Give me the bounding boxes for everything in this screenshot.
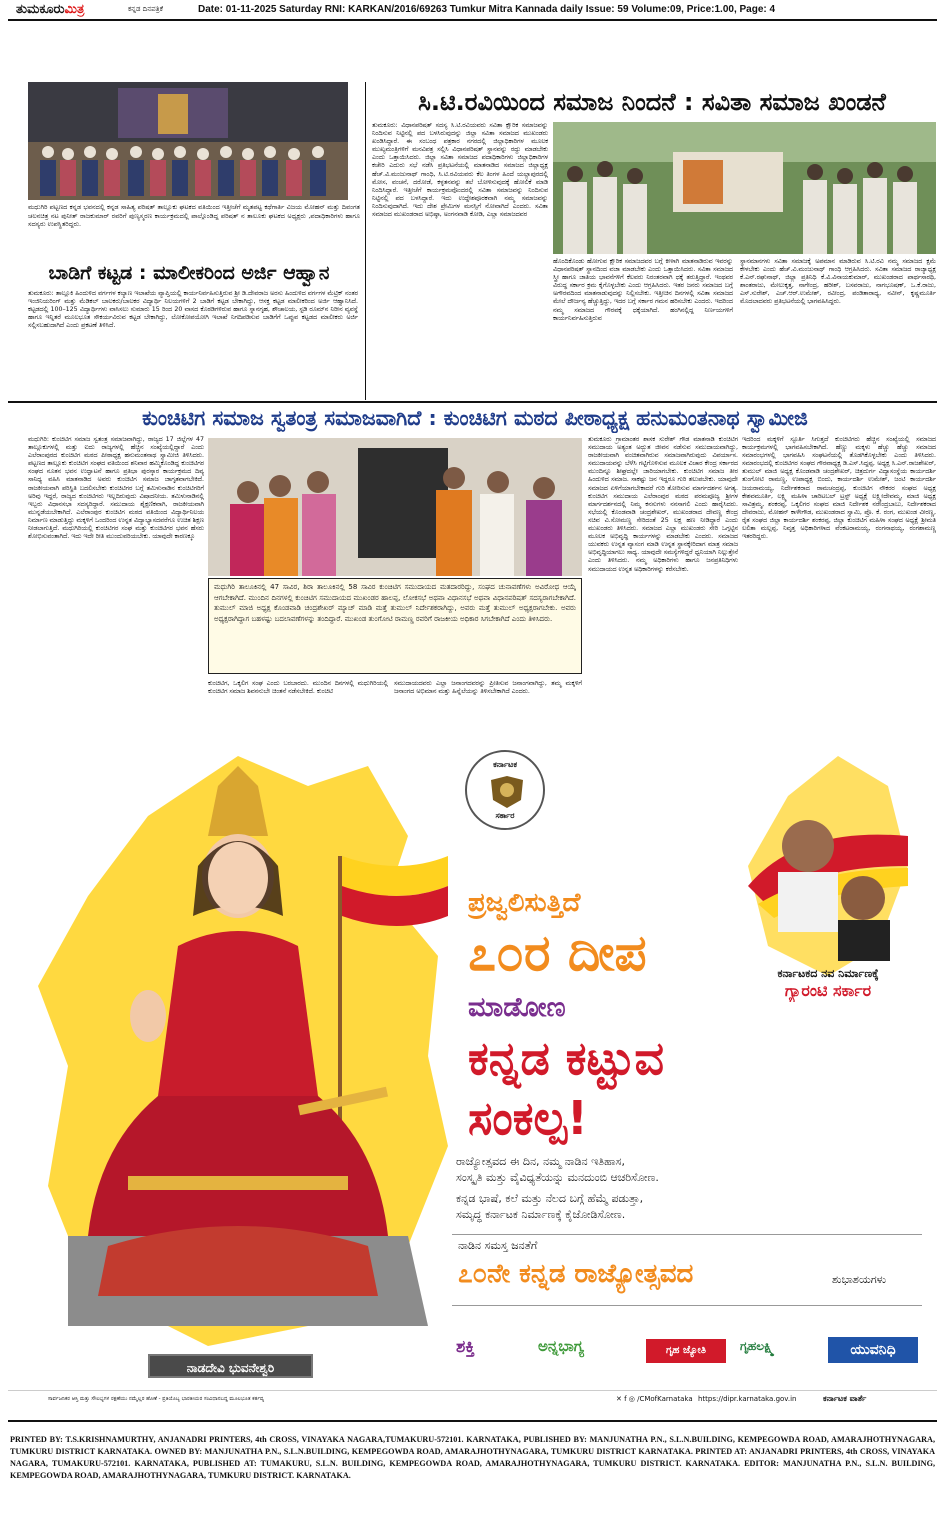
footer-rule bbox=[8, 1420, 937, 1422]
story3-col1: ತುಮಕೂರು: ವಿಧಾನಪರಿಷತ್ ಸದಸ್ಯ ಸಿ.ಟಿ.ರವಿಯವರು ಸವಿತಾ ಕ್ಷೌರಿಕ ಸಮಾಜವನ್ನು ನಿಂದಿಸುವ ನಿಟ್ಟಿನಲ್ಲಿ ಪದ ಬಳಸಿರುವುದನ್ನು ಜಿಲ್ಲಾ ಸವಿತಾ ಸಮಾಜದ ಮುಖಂಡರು ಖಂಡಿಸಿದ್ದಾರೆ. ಈ ಸಂಬಂಧ ಪತ್ರಕಾರ ನಗರದಲ್ಲಿ ಜಿಲ್ಲಾಧಿಕಾರಿಗಳ ಮೂಲಕ ಮುಖ್ಯಮಂತ್ರಿಗಳಿಗೆ ಮನವಿಪತ್ರ ಸಲ್ಲಿಸಿ ವಿಧಾನಪರಿಷತ್ ಸ್ಥಾನವನ್ನು ರದ್ದು ಮಾಡಬೇಕು ಎಂದು ಒತ್ತಾಯಿಸಿದರು. ಜಿಲ್ಲಾ ಸವಿತಾ ಸಮಾಜದ ಪದಾಧಿಕಾರಿಗಳು ಜಿಲ್ಲಾಧಿಕಾರಿಗಳ ಕಚೇರಿ ಎದುರು ಸಭೆ ನಡೆಸಿ ಪ್ರತಿಭಟನೆಯಲ್ಲಿ ಮಾತನಾಡಿದ ಸಮಾಜದ ಜಿಲ್ಲಾಧ್ಯಕ್ಷ ಹೆಚ್.ವಿ.ಮಂಜುನಾಥ್ ಗಾಂಧಿ, ಸಿ.ಟಿ.ರವಿಯವರು ಕೆಲ ತಿಂಗಳ ಹಿಂದೆ ಯಲ್ಲಾಪುರದಲ್ಲಿ ಮೋಸ, ವಂಚನೆ, ದರೋಡೆ, ಕಳ್ಳತನವನ್ನು ತಲೆ ಬೋಳಿಸುವುದಕ್ಕೆ ಹೋಲಿಕೆ ಮಾಡಿ ನಿಂದಿಸಿದ್ದಾರೆ. ಇತ್ತೀಚೆಗೆ ಕಾರ್ಯಕ್ರಮವೊಂದರಲ್ಲಿ ಸವಿತಾ ಸಮಾಜವನ್ನು ನಿಂದಿಸುವ ನಿಟ್ಟಿನಲ್ಲಿ ಪದ ಬಳಸಿದ್ದಾರೆ. ಇದು ಉದ್ದೇಶಪೂರಕವಾಗಿ ನಮ್ಮ ಸಮಾಜವನ್ನು ನಿಂದಿಸುವುದಾಗಿದೆ. ಇದು ದೇಶ ಪ್ರೇಮಿಗಳ ಮನಸ್ಸಿಗೆ ನೋವಾಗಿದೆ ಎಂದರು. ಸವಿತಾ ಸಮಾಜದ ಮುಖಂಡರಾದ ಅಭಿಷ್ಠಾ, ಅಂಗನವಾಡಿ ಕೋಡಿ, ಎಲ್ಲಾ ಸಮಾಜದವರ bbox=[372, 122, 548, 219]
leaders-photo bbox=[738, 786, 913, 961]
scheme-logos bbox=[456, 1331, 926, 1371]
kunchitiga-event-photo bbox=[208, 438, 582, 576]
ad-bottom-left-text: ಸಾರ್ವಜನಿಕರ ಆಸ್ತಿ ಮತ್ತು ಸೌಲಭ್ಯಗಳ ರಕ್ಷಣೆಯು ನಮ್ಮೆಲ್ಲರ ಹೊಣೆ - ಪ್ರತಿಯೊಬ್ಬ ಭಾರತೀಯರ ಸಂವಿಧಾನಬದ್ಧ ಮೂಲಭೂತ ಕರ್ತವ್ಯ bbox=[48, 1396, 265, 1402]
emblem-seal-icon bbox=[487, 774, 527, 810]
masthead-rule bbox=[8, 19, 937, 21]
ad-paragraph1 bbox=[456, 1154, 876, 1186]
event-photo-sahitya-parishat bbox=[28, 82, 348, 200]
story4-headline: ಕುಂಚಿಟಿಗ ಸಮಾಜ ಸ್ವತಂತ್ರ ಸಮಾಜವಾಗಿದೆ : ಕುಂಚಿಟಿಗ ಮಠದ ಪೀಠಾಧ್ಯಕ್ಷ ಹನುಮಂತನಾಥ ಸ್ವಾಮೀಜಿ bbox=[142, 406, 808, 430]
story4-caption-box: ಮಧುಗಿರಿ ತಾಲೂಕಿನಲ್ಲಿ 47 ಸಾವಿರ, ಶಿರಾ ತಾಲೂಕಿನಲ್ಲಿ 58 ಸಾವಿರ ಕುಂಚಿಟಿಗ ಸಮುದಾಯದ ಮತದಾರರಿದ್ದು, ಸಂಘದ ಚುನಾವಣೆಗಳು ಅವಿರೋಧ ಆಯ್ಕೆ ಆಗಬೇಕಾಗಿದೆ. ಮುಂದಿನ ದಿನಗಳಲ್ಲಿ ಕುಂಚಿಟಿಗ ಸಮುದಾಯದ ಮುಖಂಡರ ಹಾಲಪ್ಪ, ಲೋಕಸಭೆ ಅಥವಾ ವಿಧಾನಸಭೆ ಅಥವಾ ವಿಧಾನಪರಿಷತ್ ಸದಸ್ಯರಾಗಬೇಕಾಗಿದೆ. ತುಮುಲ್ ಮಾಜಿ ಅಧ್ಯಕ್ಷ ಕೊಂಡವಾಡಿ ಚಂದ್ರಶೇಖರ್ ಮ್ಯಾಚ್ ಮಾಡಿ ಮತ್ತೆ ತುಮುಲ್ ನಿರ್ದೇಶಕರಾಗಿದ್ದು, ಅವರು ಮತ್ತೆ ತುಮುಲ್ ಅಧ್ಯಕ್ಷರಾಗಬೇಕು. ಅವರು ಅಧ್ಯಕ್ಷರಾಗಿದ್ದಾಗ ಬಹಳಷ್ಟು ಬದಲಾವಣೆಗಳನ್ನು ತಂದಿದ್ದಾರೆ. ಮುಖಂಡ ತುಂಗೋಟಿ ರಾಮಣ್ಣ ರವರಿಗೆ ರಾಜಕೀಯ ಅಧಿಕಾರ ಸಿಗಬೇಕಾಗಿದೆ ಎಂದು ತಿಳಿಸಿದರು. bbox=[208, 578, 582, 674]
slogan-line2: ೭೦ರ ದೀಪ bbox=[468, 924, 647, 982]
slogan-line4: ಕನ್ನಡ ಕಟ್ಟುವ bbox=[468, 1031, 665, 1085]
story3-col2: ಹೊಂದಿಕೊಂಡು ಹೋಗುವ ಕ್ಷೌರಿಕ ಸಮಾಜದವರ ಬಗ್ಗೆ ಕೀಳಾಗಿ ಮಾತನಾಡಿರುವ ಇವರನ್ನು ವಿಧಾನಪರಿಷತ್ ಸ್ಥಾನದಿಂದ ವಜಾ ಮಾಡಬೇಕು ಎಂದು ಒತ್ತಾಯಿಸಿದರು. ಸವಿತಾ ಸಮಾಜದ ಸ್ತ್ರೀ ಹಾಗೂ ಜಾತಿಯ ಭಾವನೆಗಳಿಗೆ ಕೆಲವರು ನಿರಂತರವಾಗಿ ಧಕ್ಕೆ ತರುತ್ತಿದ್ದಾರೆ. ಇಂಥವರ ವಿರುದ್ಧ ಸರ್ಕಾರ ಕ್ರಮ ಕೈಗೊಳ್ಳಬೇಕು ಎಂದು ಆಗ್ರಹಿಸಿದರು. ಇತರ ಜನರು ಸಮಾಜದ ಬಗ್ಗೆ ಅಗೌರವದಿಂದ ಮಾತನಾಡುವುದನ್ನು ನಿಲ್ಲಿಸಬೇಕು. ಇತ್ತೀಚಿನ ದಿನಗಳಲ್ಲಿ ಸವಿತಾ ಸಮಾಜದ ಮೇಲೆ ದೌರ್ಜನ್ಯ ಹೆಚ್ಚುತ್ತಿದ್ದು, ಇದರ ಬಗ್ಗೆ ಸರ್ಕಾರ ಗಮನ ಹರಿಸಬೇಕು ಎಂದರು. ಇದರಿಂದ ನಮ್ಮ ಸಮಾಜದ ಗೌರವಕ್ಕೆ ಧಕ್ಕೆಯಾಗಿದೆ. ಹಂಗಿನಲ್ಲಿದ್ದ ನಿರ್ಣಯಗಳಿಗೆ ಕಾರ್ಯನಿರ್ವಹಿಸುತ್ತಿರುವ bbox=[553, 258, 733, 322]
story4-tail2: ಸಮುದಾಯದವರು ಎಲ್ಲಾ ಜನಾಂಗದವರನ್ನು ಪ್ರೀತಿಸುವ ಜನಾಂಗವಾಗಿದ್ದು, ತಮ್ಮ ಮಕ್ಕಳಿಗೆ ಜನಾಂಗದ ಅಭಿಮಾನ ಮತ್ತು ಹಿನ್ನೆಲೆಯನ್ನು ತಿಳಿಸಬೇಕಾಗಿದೆ ಎಂದರು. bbox=[394, 680, 582, 696]
story4-col1: ಮಧುಗಿರಿ: ಕುಂಚಿಟಿಗ ಸಮಾಜ ಸ್ವತಂತ್ರ ಸಮಾಜವಾಗಿದ್ದು, ರಾಜ್ಯದ 17 ಜಿಲ್ಲೆಗಳ 47 ತಾಲ್ಲೂಕುಗಳಲ್ಲಿ ಮತ್ತು ಐದು ರಾಜ್ಯಗಳಲ್ಲಿ ಹೆಚ್ಚಿನ ಸಂಖ್ಯೆಯಲ್ಲಿದ್ದಾರೆ ಎಂದು ಎಲೆರಾಂಪುರದ ಕುಂಚಿಟಿಗ ಮಠದ ಪೀಠಾಧ್ಯಕ್ಷ ಹನುಮಂತನಾಥ ಸ್ವಾಮೀಜಿ ತಿಳಿಸಿದರು. ಪಟ್ಟಣದ ತಾಲ್ಲೂಕು ಕುಂಚಿಟಿಗ ಸಂಘದ ವತಿಯಿಂದ ಶನಿವಾರ ಹಮ್ಮಿಕೊಂಡಿದ್ದ ಕುಂಚಿಟಿಗರ ಸಂಘದ ನೂತನ ಭವನ ಉದ್ಘಾಟನೆ ಹಾಗೂ ಪ್ರತಿಭಾ ಪುರಸ್ಕಾರ ಕಾರ್ಯಕ್ರಮದ ದಿವ್ಯ ಸಾನಿಧ್ಯ ವಹಿಸಿ ಮಾತನಾಡಿದ ಅವರು ಕುಂಚಿಟಿಗ ಸಮಾಜ ಜಾಗೃತವಾಗಬೇಕಿದೆ. ರಾಜಕೀಯವಾಗಿ ಪರಿಸ್ಥಿತಿ ಬದಲಿಸಬೇಕು ಕುಂಚಿಟಿಗರ ಬಗ್ಗೆ ತಮಿಳುನಾಡಿನ ಕುಂಚಿಟಿಗರಿಗೆ ಅರಿವು ಇದ್ದರೆ, ರಾಜ್ಯದ ಕುಂಚಿಟಿಗರು ಇಲ್ಲದಿರುವುದು ವಿಷಾದನೀಯ. ತಮಿಳುನಾಡಿನಲ್ಲಿ ಇಬ್ಬರು ವಿಧಾನಸಭಾ ಸದಸ್ಯರಿದ್ದಾರೆ. ಸಮುದಾಯ ಶೈಕ್ಷಣಿಕವಾಗಿ, ರಾಜಕೀಯವಾಗಿ ಮುನ್ನಡೆಯಬೇಕಾಗಿದೆ. ಎಲೆರಾಂಪುರ ಕುಂಚಿಟಿಗ ಮಠದ ವತಿಯಿಂದ ವಿದ್ಯಾರ್ಥಿನಿಲಯ ನಿರ್ಮಾಣ ಮಾಡುತ್ತಿದ್ದು ಮಕ್ಕಳಿಗೆ ಒಂದರಿಂದ ಉನ್ನತ ವಿದ್ಯಾಭ್ಯಾಸದವರೆಗೂ ಉಚಿತ ಶಿಕ್ಷಣ ನೀಡಲಾಗುತ್ತಿದೆ. ಮಧುಗಿರಿಯಲ್ಲಿ ಕುಂಚಿಟಿಗರ ಸಂಘ ಮತ್ತು ಕುಂಚಿಟಿಗರ ಭವನ ಹೆಸರು ಶೋಭಿಸುವಂತಾಗಿದೆ. ಇದು ಇದೇ ರೀತಿ ಮುಂದುವರಿಯಬೇಕು. ಯಾವುದೇ ಕಾರಣಕ್ಕೂ bbox=[28, 436, 204, 541]
logo-part1: ತುಮಕೂರು bbox=[16, 2, 65, 17]
scheme-annabhagya: ಅನ್ನಭಾಗ್ಯ bbox=[538, 1337, 584, 1355]
ad-paragraph1-line2: ಸಂಸ್ಕೃತಿ ಮತ್ತು ವೈವಿಧ್ಯತೆಯನ್ನು ಮನದುಂಬಿ ಆಚರಿಸೋಣ. bbox=[456, 1171, 659, 1184]
greeting-small: ನಾಡಿನ ಸಮಸ್ತ ಜನತೆಗೆ bbox=[458, 1239, 538, 1252]
guarantee-big-text: ಗ್ಯಾರಂಟಿ ಸರ್ಕಾರ bbox=[784, 981, 872, 1000]
story2-body: ತುಮಕೂರು: ತಾಲ್ಲೂಕಿ ಹಿಂದುಳಿದ ವರ್ಗಗಳ ಕಲ್ಯಾಣ ಇಲಾಖೆಯ ವ್ಯಾಪ್ತಿಯಲ್ಲಿ ಕಾರ್ಯನಿರ್ವಹಿಸುತ್ತಿರುವ ಶ್ರೀ ಡಿ.ದೇವರಾಜ ಅರಸು ಹಿಂದುಳಿದ ವರ್ಗಗಳ ಮೆಟ್ರಿಕ್ ನಂತರ ಇಂಜಿನಿಯರಿಂಗ್ ಮತ್ತು ಮೆಡಿಕಲ್ ಬಾಲಕರು/ಬಾಲಕರ ವಿದ್ಯಾರ್ಥಿ ನಿಲಯಗಳಿಗೆ 2 ಬಾಡಿಗೆ ಕಟ್ಟಡ ಬೇಕಾಗಿದ್ದು, ಆಸಕ್ತ ಕಟ್ಟಡ ಮಾಲೀಕರಿಂದ ಅರ್ಜಿ ಆಹ್ವಾನಿಸಿದೆ. ಕಟ್ಟಡದಲ್ಲಿ 100–125 ವಿದ್ಯಾರ್ಥಿಗಳು ವಾಸಿಸಲು ಸುಮಾರು 15 ರಿಂದ 20 ವಾಸದ ಕೊಠಡಿಗಳಿರುವ ಹಾಗೂ ಸ್ನಾನಗೃಹ, ಶೌಚಾಲಯ, ಸ್ಟಡಿ ರೂಮ್‌ನ ನಿರೀನ ವ್ಯವಸ್ಥೆ ಹಾಗೂ ಇನ್ನಿತರೆ ಮೂಲಭೂತ ಸೌಕರ್ಯವಿರುವ ಕಟ್ಟಡ ಬೇಕಾಗಿದ್ದು, ಲೋಕೋಪಯೋಗಿ ಇಲಾಖೆ ನಿಗದಿಪಡಿಸುವ ಬಾಡಿಗೆಗೆ ಒಪ್ಪುವ ಕಟ್ಟಡದ ಮಾಲೀಕರು ಅರ್ಜಿ ಸಲ್ಲಿಸಬಹುದಾಗಿದೆ ಎಂದು ಪ್ರಕಟಣೆ ತಿಳಿಸಿದೆ. bbox=[28, 290, 358, 330]
story3-col3: ಸ್ಥಾನಮಾನಗಳು ಸವಿತಾ ಸಮಾಜಕ್ಕೆ ಅಪಮಾನ ಮಾಡಿರುವ ಸಿ.ಟಿ.ರವಿ ನಮ್ಮ ಸಮಾಜದ ಕ್ಷಮೆ ಕೇಳಬೇಕು ಎಂದು ಹೆಚ್.ವಿ.ಮಂಜುನಾಥ್ ಗಾಂಧಿ ಆಗ್ರಹಿಸಿದರು. ಸವಿತಾ ಸಮಾಜದ ರಾಜ್ಯಾಧ್ಯಕ್ಷ ಕೆ.ಎನ್.ರಘುನಾಥ್, ಜಿಲ್ಲಾ ಪ್ರತಿನಿಧಿ ಕೆ.ವಿ.ವಿನಾಯಕುಮಾರ್, ಮುಖಂಡರಾದ ಪಾರ್ಥಸಾರಥಿ, ಶಾಂತರಾಜು, ಮೇಲುಕ್ಕತ್ತ, ನಾಗೇಂದ್ರ, ಹರೀಶ್, ಬಸವರಾಜು, ನಾಗಭೂಷಣ್, ಒ.ಕೆ.ರಾಜು, ಎಸ್.ಸುರೇಶ್, ಎಚ್.ಆರ್.ಉಮೇಶ್, ರವೀಂದ್ರ, ಪಂಡಿತಾರಾಧ್ಯ, ನವೀನ್, ಕೃಷ್ಣಮೂರ್ತಿ ಮೊದಲಾದವರು ಪ್ರತಿಭಟನೆಯಲ್ಲಿ ಭಾಗವಹಿಸಿದ್ದರು. bbox=[740, 258, 936, 306]
guarantee-small-text: ಕರ್ನಾಟಕದ ನವ ನಿರ್ಮಾಣಕ್ಕೆ bbox=[777, 967, 879, 980]
ad-website: https://dipr.karnataka.gov.in bbox=[698, 1395, 797, 1403]
masthead-tagline: ಕನ್ನಡ ದಿನಪತ್ರಿಕೆ bbox=[128, 5, 164, 13]
protest-photo bbox=[553, 122, 936, 254]
masthead-meta: Date: 01-11-2025 Saturday RNI: KARKAN/2016/69263 Tumkur Mitra Kannada daily Issue: 59 Volume:09, Price:1.00, Page: 4 bbox=[198, 4, 776, 15]
greeting-end: ಶುಭಾಶಯಗಳು bbox=[832, 1273, 887, 1286]
greeting-big: ೭೦ನೇ ಕನ್ನಡ ರಾಜ್ಯೋತ್ಸವದ bbox=[458, 1259, 694, 1289]
rajyotsava-advertisement bbox=[8, 726, 937, 1412]
scheme-yuvanidhi: ಯುವನಿಧಿ bbox=[828, 1337, 918, 1363]
ad-paragraph2-line1: ಕನ್ನಡ ಭಾಷೆ, ಕಲೆ ಮತ್ತು ನೆಲದ ಬಗ್ಗೆ ಹೆಮ್ಮೆ ಪಡುತ್ತಾ, bbox=[456, 1192, 644, 1205]
story3-headline: ಸಿ.ಟಿ.ರವಿಯಿಂದ ಸಮಾಜ ನಿಂದನೆ : ಸವಿತಾ ಸಮಾಜ ಖಂಡನೆ bbox=[418, 88, 886, 116]
ad-bottom-strip bbox=[8, 1390, 937, 1412]
story1-caption: ಮಧುಗಿರಿ ಪಟ್ಟಣದ ಕನ್ನಡ ಭವನದಲ್ಲಿ ಕನ್ನಡ ಸಾಹಿತ್ಯ ಪರಿಷತ್ ತಾಲ್ಲೂಕು ಘಟಕದ ವತಿಯಿಂದ ಇತ್ತೀಚೆಗೆ ಮೃತಪಟ್ಟ ಕಥೆಗಾರ್ತಿ ವಿಜಯ ಮೋಹನ್ ಮತ್ತು ದಿವಂಗತ ಚಲನಚಿತ್ರ ನಟ ಪುನೀತ್ ರಾಜಕುಮಾರ್ ರವರಿಗೆ ಪುಣ್ಯಸ್ಮರಣ ಕಾರ್ಯಕ್ರಮದಲ್ಲಿ ಪಾಲ್ಗೊಂಡಿದ್ದ ಪರಿಷತ್ ನ ತಾಲೂಕು ಘಟಕದ ಅಧ್ಯಕ್ಷರು ,ಪದಾಧಿಕಾರಿಗಳು ಹಾಗೂ ಸದಸ್ಯರು ಉಪಸ್ಥಿತರಿದ್ದರು. bbox=[28, 203, 360, 228]
ad-paragraph1-line1: ರಾಜ್ಯೋತ್ಸವದ ಈ ದಿನ, ನಮ್ಮ ನಾಡಿನ ಇತಿಹಾಸ, bbox=[456, 1155, 625, 1168]
emblem-bottom-text: ಸರ್ಕಾರ bbox=[495, 811, 515, 820]
greeting-band bbox=[452, 1234, 922, 1306]
slogan-line1: ಪ್ರಜ್ವಲಿಸುತ್ತಿದೆ bbox=[468, 888, 581, 918]
story2-headline: ಬಾಡಿಗೆ ಕಟ್ಟಡ : ಮಾಲೀಕರಿಂದ ಅರ್ಜಿ ಆಹ್ವಾನ bbox=[48, 262, 330, 284]
plaque-text: ನಾಡದೇವಿ ಭುವನೇಶ್ವರಿ bbox=[148, 1354, 313, 1378]
scheme-gruhalakshmi: ಗೃಹಲಕ್ಷ್ಮಿ bbox=[740, 1339, 775, 1353]
government-emblem bbox=[465, 750, 545, 830]
slogan-line3: ಮಾಡೋಣ bbox=[468, 992, 566, 1023]
ad-paragraph2-line2: ಸಮೃದ್ಧ ಕರ್ನಾಟಕ ನಿರ್ಮಾಣಕ್ಕೆ ಕೈಜೋಡಿಸೋಣ. bbox=[456, 1208, 626, 1221]
newspaper-logo bbox=[16, 2, 84, 17]
column-divider bbox=[365, 82, 366, 400]
story4-col2: ತುಮಕೂರು ಗ್ರಾಮಾಂತರ ಶಾಸಕ ಸುರೇಶ್ ಗೌಡ ಮಾತನಾಡಿ ಕುಂಚಿಟಿಗ ಸಮುದಾಯ ಅತ್ಯಂತ ಅದ್ಭುತ ಜೀವನ ನಡೆಸುವ ಸಮುದಾಯವಾಗಿದ್ದು, ರಾಜಕೀಯವಾಗಿ ವಂಚಿತವಾಗಿರುವ ಸಮಾಜವಾಗಿರುವುದು ವಿಪರ್ಯಾಸ. ಸಮುದಾಯವನ್ನು ಬೆಳೆಸಿ ಗಟ್ಟಿಗೊಳಿಸುವ ಮೂಲಕ ವಿಚಾರ ಕೇಂದ್ರ ಸರ್ಕಾರದ ಮುಂದಿನ್ನೂ ಶೀಘ್ರದಲ್ಲೇ ಜಾರಿಯಾಗಬೇಕು. ಕುಂಚಿಟಿಗ ಸಮಾಜ ತೀರ ಹಿಂದುಳಿದ ಸಮಾಜ. ಸಾಕಷ್ಟು ಜನ ಇದ್ದರೂ ಗುರಿ ತಲುಪಬೇಕು. ಯಾವುದೇ ಸಮಾಜದ ಏಳಿಗೆಯಾಗಬೇಕಾದರೆ ಗುರಿ ತೋರಿಸುವ ಮಾರ್ಗದರ್ಶನ ಅಗತ್ಯ. ಕುಂಚಿಟಿಗ ಸಮುದಾಯ ಎಲೆರಾಂಪುರ ಮಠದ ಪರಮಪೂಜ್ಯ ಶ್ರೀಗಳ ಮಾರ್ಗದರ್ಶನದಲ್ಲಿ ನಿಮ್ಮ ಕನಸುಗಳು ನನಸಾಗಲಿ ಎಂದು ಹಾರೈಸಿದರು. ಸಭೆಯಲ್ಲಿ ಕೊಂಡವಾಡಿ ಚಂದ್ರಶೇಖರ್, ಮುಖಂಡರಾದ ದೇವಣ್ಣ ಕೇಂದ್ರ ಸಚಿವ ವಿ.ಸೋಮಣ್ಣ ಸೇರಿದಂತೆ 25 ಲಕ್ಷ ಹಣ ನೀಡಿದ್ದಾರೆ ಎಂದು ಮುಖಂಡರು ತಿಳಿಸಿದರು. ಸಮಾಜದ ಎಲ್ಲಾ ಮುಖಂಡರು ಸೇರಿ ಒಗ್ಗಟ್ಟಿನ ಮೂಲಕ ಅಭಿವೃದ್ಧಿ ಕಾರ್ಯಗಳನ್ನು ಮಾಡಬೇಕು ಎಂದರು. ಸಮಾಜದ ಯುವಕರು ಉನ್ನತ ವ್ಯಾಸಂಗ ಮಾಡಿ ಉನ್ನತ ಸ್ಥಾನಕ್ಕೇರಿದಾಗ ಮಾತ್ರ ಸಮಾಜ ಅಭಿವೃದ್ಧಿಯಾಗಲು ಸಾಧ್ಯ. ಯಾವುದೇ ಸಮಸ್ಯೆಗಳಿದ್ದರೆ ಧ್ವನಿಯಾಗಿ ನಿಲ್ಲುತ್ತೇನೆ ಎಂದು ತಿಳಿಸಿದರು. ನಮ್ಮ ಅಧಿಕಾರಿಗಳು ಹಾಗೂ ಜನಪ್ರತಿನಿಧಿಗಳು ಸಮುದಾಯದ ಉನ್ನತ ಅಧಿಕಾರಿಗಳನ್ನು ಕರೆಸಬೇಕು. bbox=[588, 436, 738, 573]
slogan-line5: ಸಂಕಲ್ಪ! bbox=[468, 1091, 588, 1145]
ad-varthe-logo: ಕರ್ನಾಟಕ ವಾರ್ತೆ bbox=[823, 1394, 867, 1403]
scheme-gruha-jyothi: ಗೃಹ ಜ್ಯೋತಿ bbox=[646, 1339, 726, 1363]
story4-tail1: ಕುಂಚಿಟಿಗ, ಒಕ್ಕಲಿಗ ಸಂಘ ಎಂದು ಬರಬಾರದು. ಮುಂದಿನ ದಿನಗಳಲ್ಲಿ ಮಧುಗಿರಿಯಲ್ಲಿ ಕುಂಚಿಟಿಗ ಸಮಾಜ ಶಿವನನುಬೇ ಚಿಂತನೆ ನಡೆಸಬೇಕಿದೆ. ಕುಂಚಿಟಿ bbox=[208, 680, 388, 696]
masthead bbox=[0, 0, 945, 20]
scheme-shakti: ಶಕ್ತಿ bbox=[456, 1337, 475, 1357]
bhuvaneshwari-figure bbox=[68, 766, 428, 1326]
ad-paragraph2 bbox=[456, 1191, 876, 1223]
imprint-footer: PRINTED BY: T.S.KRISHNAMURTHY, ANJANADRI PRINTERS, 4th CROSS, VINAYAKA NAGARA,TUMAKURU-572101. KARNATAKA, PUBLISHED BY: MANJUNATHA P.N., S.L.N.BUILDING, KEMPEGOWDA ROAD, AMARAJHOTHYNAGARA, TUMKURU DISTRICT KARNATAKA. OWNED BY: MANJUNATHA P.N., S.L.N.BUILDING, KEMPEGOWDA ROAD, AMARAJHOTHYNAGARA, TUMKURU DISTRICT KARNATAKA. PRINTED AT: ANJANADRI PRINTERS, 4th CROSS, VINAYAKA NAGARA, TUMAKURU-572101. KARNATAKA, PUBLISHED AT: TUMAKURU, S.L.N. BUILDING, KEMPEGOWDA ROAD, AMARAJHOTHYNAGARA, TUMKURU DISTRICT. KARNATAKA. EDITOR: MANJUNATHA P.N., S.L.N. BUILDING, KEMPEGOWDA ROAD, AMARAJHOTHYNAGARA, TUMKURU DISTRICT. KARNATAKA. bbox=[10, 1435, 935, 1480]
logo-part2: ಮಿತ್ರ bbox=[64, 2, 85, 17]
emblem-top-text: ಕರ್ನಾಟಕ bbox=[493, 760, 517, 769]
story4-col3: ಇದರಿಂದ ಮಕ್ಕಳಿಗೆ ಸ್ಫೂರ್ತಿ ಸಿಗುತ್ತದೆ ಕುಂಚಿಟಿಗರು ಹೆಚ್ಚಿನ ಸಂಖ್ಯೆಯಲ್ಲಿ ಸಮಾಜದ ಕಾರ್ಯಕ್ರಮಗಳಲ್ಲಿ ಭಾಗವಹಿಸಬೇಕಾಗಿದೆ. ಹೆಣ್ಣು ಮಕ್ಕಳು ಹೆಚ್ಚು ಹೆಚ್ಚು ಸಮಾಜದ ಸಮಾರಂಭಗಳಲ್ಲಿ ಭಾಗವಹಿಸಿ ಸಂಘಟನೆಯಲ್ಲಿ ತೊಡಗಿಕೊಳ್ಳಬೇಕು ಎಂದು ತಿಳಿಸಿದರು. ಸಮಾರಂಭದಲ್ಲಿ ಕುಂಚಿಟಿಗರ ಸಂಘದ ಗೌರವಾಧ್ಯಕ್ಷ ಡಿ.ಎಸ್.ಸಿದ್ದಪ್ಪ, ಅಧ್ಯಕ್ಷ ಸಿ.ಎನ್.ರಾಜಶೇಖರ್, ತುಮುಲ್ ಮಾಜಿ ಅಧ್ಯಕ್ಷ ಕೊಂಡವಾಡಿ ಚಂದ್ರಶೇಖರ್, ಚಿತ್ರದುರ್ಗ ವಿದ್ಯಾಸಂಸ್ಥೆಯ ಕಾರ್ಯದರ್ಶಿ ತುಂಗೋಟಿ ರಾಮಣ್ಣ, ಉಪಾಧ್ಯಕ್ಷ ಬಿಂದು, ಕಾರ್ಯದರ್ಶಿ ಉಮೇಶ್, ಜಂಟಿ ಕಾರ್ಯದರ್ಶಿ ಜಯರಾಮಯ್ಯ, ನಿರ್ದೇಶಕರಾದ ರಾಮಚಂದ್ರಪ್ಪ, ಕುಂಚಿಟಿಗ ನೌಕರರ ಸಂಘದ ಅಧ್ಯಕ್ಷ ಕೇಶವಮೂರ್ತಿ, ಲಕ್ಷ್ಮಿ ಮಹಿಳಾ ಚಾರಿಟಬಲ್ ಟ್ರಸ್ಟ್ ಅಧ್ಯಕ್ಷೆ ಲಕ್ಷ್ಮೀದೇವಮ್ಮ, ಮಾಜಿ ಅಧ್ಯಕ್ಷ ಸಾವಿತ್ರಮ್ಮ, ಶಂಕರಪ್ಪ, ಒಕ್ಕಲಿಗರ ಸಂಘದ ಮಾಜಿ ನಿರ್ದೇಶಕ ನರೇಂದ್ರಬಾಬು, ನಿರ್ದೇಶಕರಾದ ದೇವರಾಜು, ಮೋಹನ್ ಕಾಳೇಗೌಡ, ಮುಖಂಡರಾದ ಸ್ವಾಮಿ, ಪ್ರೊ. ಕೆ. ರಂಗ, ಮುಖಂಡ ವೀರಣ್ಣ, ರೈತ ಸಂಘದ ಜಿಲ್ಲಾ ಕಾರ್ಯದರ್ಶಿ ಶಂಕರಪ್ಪ, ಜಿಲ್ಲಾ ಕುಂಚಿಟಿಗ ಮಹಿಳಾ ಸಂಘದ ಅಧ್ಯಕ್ಷೆ ಶ್ರೀಮತಿ ಲಲಿತಾ ಮಲ್ಲಪ್ಪ, ನಿವೃತ್ತ ಅಧಿಕಾರಿಗಳಾದ ವೆಂಕಟರಾಮಯ್ಯ, ರಂಗನಾಥಯ್ಯ, ರಂಗಶಾಮಣ್ಣ ಇತರರಿದ್ದರು. bbox=[742, 436, 936, 541]
ad-social-handle: ✕ f ◎ /CMofKarnataka bbox=[616, 1395, 693, 1403]
